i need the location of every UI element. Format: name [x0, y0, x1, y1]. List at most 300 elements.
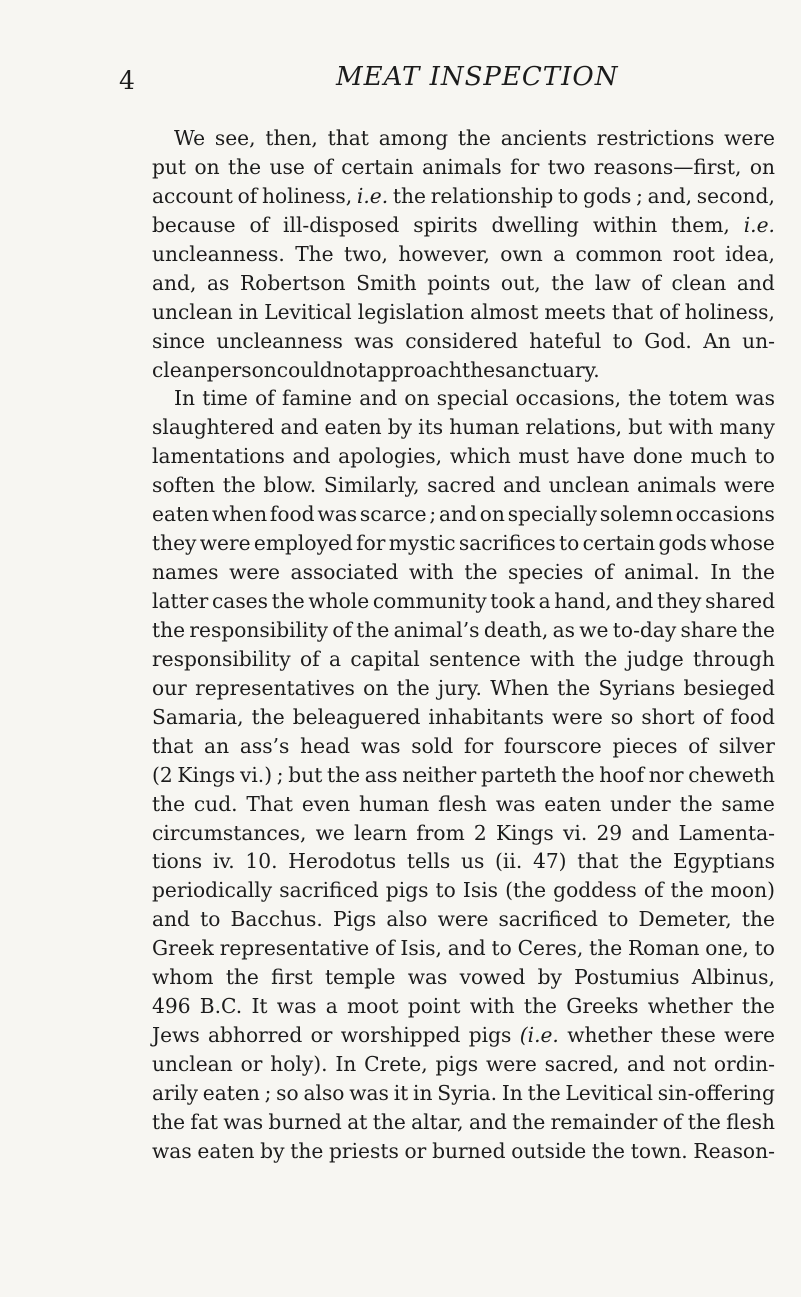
word: When: [490, 675, 549, 700]
word: to-day: [612, 617, 677, 642]
word: also: [386, 907, 428, 932]
word: representatives: [195, 675, 355, 700]
word: that: [611, 299, 654, 324]
word: eaten: [152, 502, 210, 527]
word: that: [327, 126, 369, 150]
word: ordin-: [713, 1052, 775, 1076]
word: account: [152, 183, 233, 208]
word: in: [413, 1080, 433, 1105]
word: worshipped: [340, 1023, 461, 1048]
word: with: [530, 646, 575, 671]
word: and: [292, 444, 331, 469]
word: periodically: [152, 878, 273, 903]
word: pigs: [385, 878, 429, 903]
word: parteth: [481, 762, 557, 787]
word: silver: [718, 733, 775, 758]
word: one,: [705, 936, 749, 961]
word: were: [485, 1052, 537, 1076]
word: with: [668, 415, 714, 440]
word: sentence: [429, 646, 521, 671]
word: meets: [544, 299, 606, 324]
word: hateful: [529, 328, 602, 353]
text-line: [152, 905, 775, 934]
word: jury.: [437, 675, 482, 700]
word: own: [500, 241, 543, 266]
word: were: [437, 907, 489, 932]
word: they: [152, 531, 197, 556]
word: besieged: [683, 675, 775, 700]
word: Kings: [495, 820, 554, 845]
word: (the: [505, 878, 547, 903]
word: approach: [365, 357, 462, 382]
word: the: [152, 617, 186, 642]
text-line: [152, 645, 775, 674]
word: of: [374, 936, 395, 961]
word: animal’s: [393, 617, 480, 642]
word: the: [152, 1109, 186, 1134]
word: unclean: [152, 1052, 233, 1076]
word: names: [152, 560, 219, 585]
word: species: [508, 560, 584, 585]
word: with: [408, 560, 454, 585]
word: to: [608, 907, 629, 932]
word: but: [288, 762, 323, 787]
word: and: [468, 1109, 507, 1134]
word: the: [464, 560, 498, 585]
word: the: [629, 849, 663, 874]
word: not: [332, 357, 366, 382]
word: of: [641, 270, 661, 295]
word: for: [356, 531, 386, 556]
word: associated: [290, 560, 399, 585]
word: use: [269, 154, 305, 179]
word: Greeks: [566, 994, 639, 1019]
word: the: [527, 1080, 561, 1105]
word: the: [741, 907, 775, 932]
word: fat: [190, 1109, 219, 1134]
text-line: [152, 819, 775, 848]
word: common: [575, 241, 663, 266]
word: ass: [364, 762, 398, 787]
word: blow.: [263, 473, 317, 498]
word: uncleanness: [216, 328, 343, 353]
text-line: [152, 703, 775, 732]
word: the: [327, 762, 361, 787]
word: solemn: [599, 502, 673, 527]
word: Ceres,: [517, 936, 584, 961]
word: of: [593, 560, 614, 585]
word: the: [356, 617, 390, 642]
word: we: [579, 617, 609, 642]
word: Kings: [177, 762, 236, 787]
word: and: [736, 270, 775, 295]
word: lamentations: [152, 444, 285, 469]
word: see,: [214, 126, 256, 150]
word: Postumius: [574, 965, 680, 990]
word: by: [537, 965, 562, 990]
word: ill-disposed: [283, 212, 400, 237]
word: on: [479, 502, 505, 527]
word: Levitical: [565, 1080, 653, 1105]
word: mystic: [388, 531, 456, 556]
word: ;: [636, 183, 643, 208]
word: holy).: [270, 1052, 328, 1076]
word: whether: [647, 994, 733, 1019]
word: the: [589, 936, 623, 961]
word: B.C.: [199, 994, 243, 1019]
word: un-: [742, 328, 775, 353]
word: ;: [429, 502, 437, 527]
word: to: [754, 444, 775, 469]
word: holiness,: [684, 299, 775, 324]
word: certain: [582, 531, 656, 556]
word: altar,: [411, 1109, 464, 1134]
word: legislation: [357, 299, 465, 324]
word: totem: [668, 386, 729, 411]
word: must: [518, 444, 570, 469]
word: law: [594, 270, 631, 295]
text-line: [152, 298, 775, 327]
word: sold: [411, 733, 454, 758]
word: That: [246, 791, 294, 816]
word: 10.: [245, 849, 278, 874]
word: flesh: [726, 1109, 775, 1134]
word: same: [721, 791, 775, 816]
word: occasions: [675, 502, 775, 527]
word: sacred,: [544, 1052, 620, 1076]
word: arily: [152, 1080, 199, 1105]
word: time: [202, 386, 248, 411]
word: unclean: [548, 473, 630, 498]
word: root: [672, 241, 715, 266]
word: 47): [532, 849, 567, 874]
word: An: [703, 328, 731, 353]
word: human: [359, 791, 430, 816]
text-line: [152, 558, 775, 587]
word: them,: [671, 212, 730, 237]
word: a: [325, 994, 338, 1019]
word: were: [551, 704, 603, 729]
word: fourscore: [504, 733, 602, 758]
word: vi.: [562, 820, 588, 845]
word: of: [255, 386, 275, 411]
word: on: [749, 154, 775, 179]
word: priests: [329, 1138, 399, 1163]
word: the: [372, 1109, 406, 1134]
word: was: [360, 733, 401, 758]
word: pigs: [435, 1052, 479, 1076]
word: sanctuary.: [495, 357, 600, 382]
body-text: [152, 124, 775, 1166]
word: pigs: [468, 1023, 512, 1048]
word: the: [557, 675, 591, 700]
word: as: [552, 617, 575, 642]
word: (ii.: [495, 849, 523, 874]
word: second,: [696, 183, 775, 208]
text-line: [152, 211, 775, 240]
word: animals: [422, 154, 502, 179]
word: certain: [341, 154, 414, 179]
word: on: [194, 154, 220, 179]
word: dwelling: [491, 212, 579, 237]
word: burned: [268, 1109, 342, 1134]
word: the: [461, 357, 496, 382]
word: hand,: [554, 589, 612, 613]
word: was: [276, 994, 317, 1019]
word: much: [690, 444, 747, 469]
word: its: [418, 415, 444, 440]
word: unclean: [152, 299, 233, 324]
word: and,: [647, 183, 693, 208]
word: slaughtered: [152, 415, 275, 440]
word: Isis: [462, 878, 499, 903]
word: In: [710, 560, 732, 585]
word: responsibility: [152, 646, 291, 671]
word: gods: [658, 531, 707, 556]
word: death,: [483, 617, 549, 642]
word: the: [687, 1109, 721, 1134]
text-line: [152, 442, 775, 471]
word: Egyptians: [673, 849, 775, 874]
word: Demeter,: [638, 907, 732, 932]
word: pieces: [612, 733, 678, 758]
word: whom: [152, 965, 214, 990]
text-line: [152, 761, 775, 790]
word: were: [229, 560, 280, 585]
word: point: [407, 994, 461, 1019]
text-line: [152, 1050, 775, 1079]
word: it: [393, 1080, 409, 1105]
word: the: [271, 589, 305, 613]
word: the: [251, 704, 285, 729]
word: through: [693, 646, 775, 671]
word: done: [632, 444, 683, 469]
word: with: [469, 994, 515, 1019]
word: the: [741, 994, 775, 1019]
word: so: [276, 1080, 299, 1105]
word: many: [719, 415, 775, 440]
word: was: [223, 1109, 264, 1134]
word: among: [378, 126, 448, 150]
word: famine: [281, 386, 353, 411]
word: and: [280, 415, 319, 440]
word: temple: [324, 965, 396, 990]
word: eaten: [544, 791, 602, 816]
word: hoof: [599, 762, 645, 787]
word: and: [627, 1052, 665, 1076]
word: the: [591, 1138, 625, 1163]
word: they: [656, 589, 702, 613]
word: these: [660, 1023, 716, 1048]
word: In: [174, 386, 195, 411]
word: considered: [405, 328, 518, 353]
word: share: [680, 617, 738, 642]
word: and: [359, 386, 398, 411]
word: of: [688, 733, 708, 758]
text-line: [152, 1079, 775, 1108]
word: the: [670, 878, 704, 903]
text-line: [152, 153, 775, 182]
word: Samaria,: [152, 704, 244, 729]
word: whole: [308, 589, 370, 613]
text-line: [152, 934, 775, 963]
word: and: [447, 936, 486, 961]
word: employed: [253, 531, 353, 556]
word: which: [449, 444, 511, 469]
text-line: [152, 471, 775, 500]
word: was: [354, 328, 394, 353]
word: a: [553, 241, 566, 266]
text-line: [152, 674, 775, 703]
word: Syria.: [437, 1080, 498, 1105]
word: Crete,: [364, 1052, 428, 1076]
word: the: [523, 994, 557, 1019]
text-line: [152, 1137, 775, 1166]
word: responsibility: [189, 617, 329, 642]
word: judge: [626, 646, 684, 671]
word: ;: [276, 762, 284, 787]
word: short: [641, 704, 695, 729]
word: circumstances,: [152, 820, 307, 845]
text-line: [152, 876, 775, 905]
text-line: [152, 182, 775, 211]
word: outside: [511, 1138, 587, 1163]
word: and: [615, 589, 654, 613]
word: specially: [507, 502, 598, 527]
word: and: [152, 907, 190, 932]
word: inhabitants: [428, 704, 544, 729]
word: occasions,: [515, 386, 622, 411]
text-line: [152, 413, 775, 442]
word: the: [584, 646, 618, 671]
word: town.: [630, 1138, 688, 1163]
word: were: [724, 473, 775, 498]
word: tells: [406, 849, 451, 874]
word: i.e.: [356, 183, 389, 208]
word: cud.: [193, 791, 238, 816]
word: also: [303, 1080, 345, 1105]
word: sin-offering: [657, 1080, 775, 1105]
word: of: [659, 299, 679, 324]
word: on: [404, 386, 430, 411]
word: our: [152, 675, 187, 700]
word: eaten: [324, 415, 382, 440]
text-line: [152, 327, 775, 356]
word: food: [269, 502, 315, 527]
text-line: [152, 1108, 775, 1137]
word: the: [222, 473, 256, 498]
word: sacrificed: [498, 907, 598, 932]
word: an: [204, 733, 230, 758]
word: put: [152, 154, 187, 179]
word: Isis,: [400, 936, 442, 961]
word: out,: [500, 270, 541, 295]
word: latter: [152, 589, 209, 613]
word: and: [503, 473, 541, 498]
word: sacred: [427, 473, 496, 498]
word: so: [610, 704, 634, 729]
word: moon): [710, 878, 775, 903]
word: at: [347, 1109, 368, 1134]
chapter-title: MEAT INSPECTION: [336, 62, 619, 92]
word: tions: [152, 849, 203, 874]
word: Bacchus.: [230, 907, 323, 932]
word: Albinus,: [691, 965, 775, 990]
word: sacrificed: [279, 878, 379, 903]
word: was: [349, 1080, 389, 1105]
page-number: 4: [119, 66, 135, 95]
word: and: [631, 820, 670, 845]
word: however,: [398, 241, 490, 266]
word: cases: [211, 589, 268, 613]
word: by: [387, 415, 413, 440]
text-line: [152, 529, 775, 558]
word: were: [199, 531, 251, 556]
word: of: [643, 878, 664, 903]
word: shared: [705, 589, 775, 613]
word: uncleanness.: [152, 241, 285, 266]
word: the: [741, 560, 775, 585]
text-line: [152, 732, 775, 761]
word: was: [152, 1138, 192, 1163]
word: vowed: [459, 965, 526, 990]
word: first: [271, 965, 313, 990]
word: to: [200, 907, 221, 932]
word: or: [404, 1138, 427, 1163]
word: Jews: [152, 1023, 200, 1048]
word: the: [679, 791, 713, 816]
word: or: [240, 1052, 263, 1076]
word: to: [491, 936, 512, 961]
word: eaten: [197, 1138, 255, 1163]
word: of: [662, 1109, 683, 1134]
word: was: [495, 791, 536, 816]
word: Reason-: [693, 1138, 775, 1163]
text-line: [152, 124, 775, 153]
word: animals: [637, 473, 717, 498]
word: the: [457, 126, 491, 150]
word: abhorred: [208, 1023, 303, 1048]
word: spirits: [413, 212, 478, 237]
word: under: [610, 791, 671, 816]
word: or: [310, 1023, 333, 1048]
word: human: [449, 415, 520, 440]
text-line: [152, 500, 775, 529]
word: nor: [648, 762, 684, 787]
word: goddess: [553, 878, 637, 903]
word: of: [332, 617, 352, 642]
word: and,: [152, 270, 197, 295]
word: then,: [265, 126, 318, 150]
word: when: [211, 502, 268, 527]
word: a: [329, 646, 342, 671]
word: could: [276, 357, 333, 382]
word: of: [249, 212, 270, 237]
word: God.: [644, 328, 692, 353]
word: since: [152, 328, 206, 353]
word: flesh: [438, 791, 487, 816]
word: We: [174, 126, 206, 150]
text-line: [152, 356, 775, 385]
running-head: [0, 62, 801, 102]
word: have: [576, 444, 626, 469]
word: of: [300, 646, 320, 671]
text-line: [152, 269, 775, 298]
word: as: [207, 270, 230, 295]
word: us: [460, 849, 485, 874]
word: for: [463, 733, 494, 758]
word: clean: [671, 270, 727, 295]
